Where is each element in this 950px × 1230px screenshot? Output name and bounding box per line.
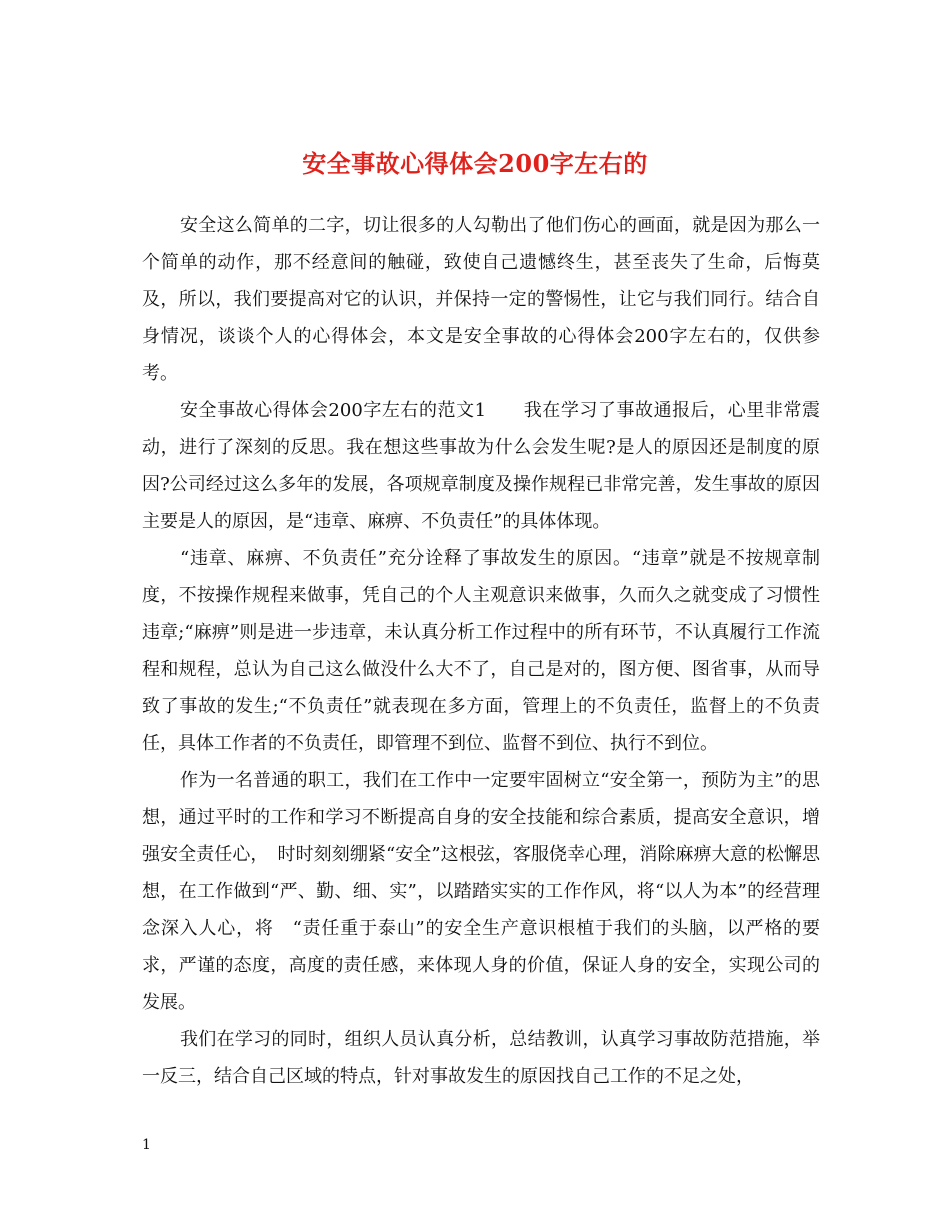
paragraph: 安全事故心得体会200字左右的范文1 我在学习了事故通报后，心里非常震动，进行了深刻的反思。我在想这些事故为什么会发生呢?是人的原因还是制度的原因?公司经过这么多年的发展，各项规章制度及操作规程已非常完善，发生事故的原因主要是人的原因，是“违章、麻痹、不负责任”的具体体现。 [142, 400, 820, 532]
document-title: 安全事故心得体会200字左右的 [302, 149, 648, 179]
paragraph: 我们在学习的同时，组织人员认真分析，总结教训，认真学习事故防范措施，举一反三，结合自己区域的特点，针对事故发生的原因找自己工作的不足之处， [142, 1029, 820, 1087]
page-number: 1 [142, 1137, 151, 1153]
paragraph: “违章、麻痹、不负责任”充分诠释了事故发生的原因。“违章”就是不按规章制度，不按操作规程来做事，凭自己的个人主观意识来做事，久而久之就变成了习惯性违章;“麻痹”则是进一步违章，未认真分析工作过程中的所有环节，不认真履行工作流程和规程，总认为自己这么做没什么大不了，自己是对的，图方便、图省事，从而导致了事故的发生;“不负责任”就表现在多方面，管理上的不负责任，监督上的不负责任，具体工作者的不负责任，即管理不到位、监督不到位、执行不到位。 [142, 548, 820, 754]
paragraph: 作为一名普通的职工，我们在工作中一定要牢固树立“安全第一，预防为主”的思想，通过平时的工作和学习不断提高自身的安全技能和综合素质，提高安全意识，增强安全责任心， 时时刻刻绷紧“安全”这根弦，客服侥幸心理，消除麻痹大意的松懈思想，在工作做到“严、勤、细、实”，以踏踏实实的工作作风，将“以人为本”的经营理念深入人心，将 “责任重于泰山”的安全生产意识根植于我们的头脑，以严格的要求，严谨的态度，高度的责任感，来体现人身的价值，保证人身的安全，实现公司的发展。 [142, 770, 820, 1013]
document-body [142, 207, 820, 1095]
paragraph: 安全这么简单的二字，切让很多的人勾勒出了他们伤心的画面，就是因为那么一个简单的动作，那不经意间的触碰，致使自己遗憾终生，甚至丧失了生命，后悔莫及，所以，我们要提高对它的认识，并保持一定的警惕性，让它与我们同行。结合自身情况，谈谈个人的心得体会，本文是安全事故的心得体会200字左右的，仅供参考。 [142, 215, 820, 384]
